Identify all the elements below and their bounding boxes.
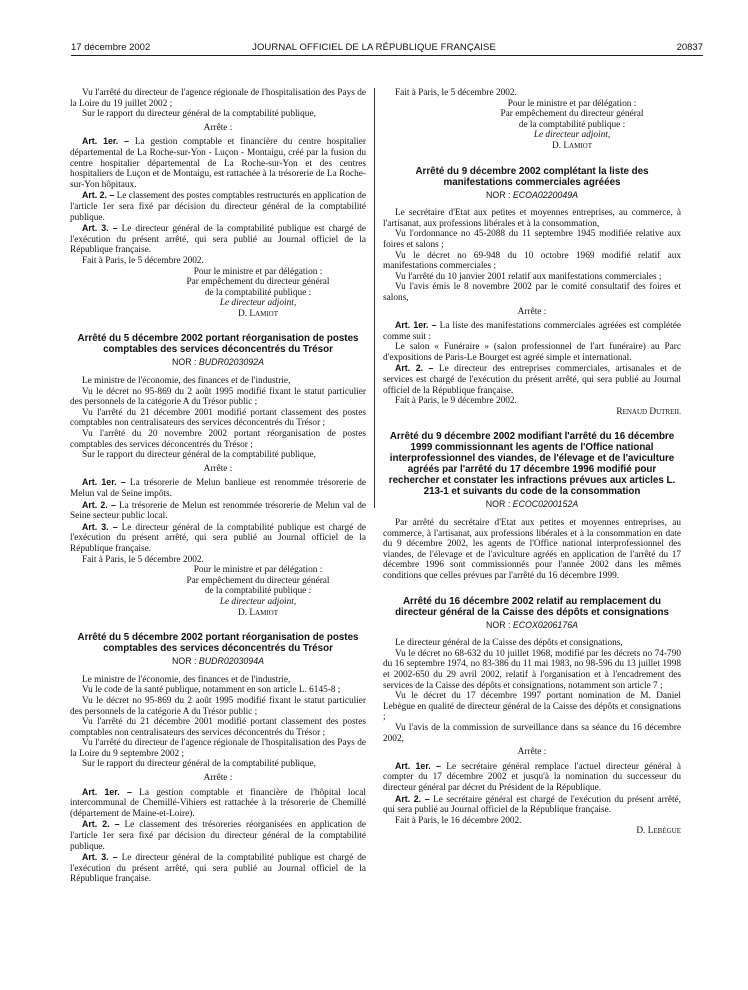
signature-role: Le directeur adjoint, [533, 130, 611, 141]
article-number: Art. 1er. – [395, 320, 437, 331]
article-text: Le secrétaire général est chargé de l'exécution du présent arrêté, qui sera publié au Journal officiel de la République française. [383, 794, 681, 816]
article-text: Le classement des postes comptables restructurés en application de l'article 1er sera fixé par décision du directeur général de la comptabilité publique. [70, 191, 366, 223]
page-number: 20837 [676, 42, 703, 53]
page-header [0, 0, 748, 56]
article-text: Le directeur général de la comptabilité publique est chargé de l'exécution du présent arrêté, qui sera publié au Journal officiel de la République française. [70, 853, 366, 885]
signature-line: Pour le ministre et par délégation : [193, 565, 323, 576]
signature-line: Par empêchement du directeur général [500, 109, 644, 120]
paragraph: Le ministre de l'économie, des finances et de l'industrie, [82, 674, 291, 685]
article-number: Art. 2. – [395, 793, 430, 804]
signature-name: D. Lebègue [636, 826, 681, 837]
signature-role: Le directeur adjoint, [219, 298, 297, 309]
header-rule [71, 55, 703, 56]
nor-reference: NOR : ECOC0200152A [485, 499, 579, 510]
signature-line: Pour le ministre et par délégation : [507, 98, 637, 109]
decree-title: Arrêté du 16 décembre 2002 relatif au remplacement du directeur général de la Caisse des dépôts et consignations [395, 595, 669, 618]
fait-line: Fait à Paris, le 16 décembre 2002. [395, 815, 522, 826]
signature-line: Par empêchement du directeur général [186, 277, 330, 288]
article [70, 477, 366, 499]
signature-name: D. Lamiot [238, 607, 278, 618]
article [70, 500, 366, 522]
article-number: Art. 3. – [82, 521, 118, 532]
right-column [383, 88, 681, 837]
paragraph: Vu l'arrêté du directeur de l'agence régionale de l'hospitalisation des Pays de la Loire du 19 juillet 2002 ; [70, 88, 366, 109]
article [383, 761, 681, 794]
article [70, 787, 366, 820]
paragraph: Le directeur général de la Caisse des dépôts et consignations, [395, 638, 623, 649]
arrete-label: Arrête : [203, 122, 233, 133]
paragraph: Par arrêté du secrétaire d'Etat aux petites et moyennes entreprises, au commerce, à l'artisanat, aux professions libérales et à la consommation en date du 9 décembre 2002, les agents de l'Office national interprofessionnel des viandes, de l'élevage et de l'aviculture agréés en application de l'arrêté du 17 décembre 1996 sont commissionnés pour l'année 2002 dans les mêmes conditions que celles prévues par l'arrêté du 16 décembre 1999. [383, 518, 681, 581]
article-number: Art. 2. – [395, 363, 434, 374]
decree-title: Arrêté du 5 décembre 2002 portant réorganisation de postes comptables des services déconcentrés du Trésor [77, 333, 359, 356]
journal-title: JOURNAL OFFICIEL DE LA RÉPUBLIQUE FRANÇAISE [252, 42, 496, 53]
article [383, 363, 681, 396]
article-text: La gestion comptable et financière du centre hospitalier départemental de La Roche-sur-Yon - Luçon - Montaigu, créé par la fusion du centre hospitalier départemental de La Roche-sur-Yon et des centres hospitaliers de Luçon et de Montaigu, est rattachée à la trésorerie de La Roche-sur-Yon hôpitaux. [70, 137, 366, 190]
paragraph: Le ministre de l'économie, des finances et de l'industrie, [82, 376, 291, 387]
article [70, 190, 366, 223]
article-number: Art. 2. – [82, 499, 116, 510]
paragraph: Vu le décret no 95-869 du 2 août 1995 modifié fixant le statut particulier des personnels de la catégorie A du Trésor public ; [70, 695, 366, 717]
paragraph: Vu l'arrêté du 10 janvier 2001 relatif aux manifestations commerciales ; [395, 271, 662, 282]
decree-title: Arrêté du 9 décembre 2002 modifiant l'arrêté du 16 décembre 1999 commissionnant les agents de l'Office national interprofessionnel des viandes, de l'élevage et de l'aviculture agréés par l'arrêté du 17 décembre 1996 modifié pour rechercher et constater les infractions prévues aux articles L. 213-1 et suivants du code de la consommation [388, 431, 676, 498]
signature-line: de la comptabilité publique : [204, 287, 312, 298]
paragraph: Vu le décret du 17 décembre 1997 portant nomination de M. Daniel Lebègue en qualité de directeur général de la Caisse des dépôts et consignations ; [383, 691, 681, 723]
signature-role: Le directeur adjoint, [219, 596, 297, 607]
paragraph: Vu l'arrêté du 20 novembre 2002 portant réorganisation de postes comptables des services déconcentrés du Trésor ; [70, 429, 366, 450]
arrete-label: Arrête : [517, 306, 547, 317]
left-column [70, 88, 366, 885]
article-number: Art. 3. – [82, 223, 118, 234]
paragraph: Vu l'avis émis le 8 novembre 2002 par le comité consultatif des foires et salons, [383, 282, 681, 303]
signature-name: D. Lamiot [238, 308, 278, 319]
signature-line: Par empêchement du directeur général [186, 575, 330, 586]
article-number: Art. 1er. – [395, 760, 441, 771]
fait-line: Fait à Paris, le 5 décembre 2002. [395, 88, 517, 98]
paragraph: Sur le rapport du directeur général de la comptabilité publique, [82, 109, 316, 120]
arrete-label: Arrête : [203, 773, 233, 784]
paragraph: Vu le décret no 69-948 du 10 octobre 1969 modifié relatif aux manifestations commerciales ; [383, 250, 681, 272]
article [383, 794, 681, 816]
signature-line: de la comptabilité publique : [518, 119, 626, 130]
arrete-label: Arrête : [203, 463, 233, 474]
article-number: Art. 1er. – [82, 786, 132, 797]
decree-title: Arrêté du 9 décembre 2002 complétant la liste des manifestations commerciales agréées [415, 165, 649, 188]
article-text: Le directeur des entreprises commerciales, artisanales et de services est chargé de l'exécution du présent arrêté, qui sera publié au Journal officiel de la République française. [383, 364, 681, 396]
article [70, 223, 366, 256]
issue-date: 17 décembre 2002 [71, 42, 151, 53]
signature-line: de la comptabilité publique : [204, 586, 312, 597]
nor-reference: NOR : ECOA0220049A [486, 189, 578, 200]
paragraph: Vu l'arrêté du 21 décembre 2001 modifié portant classement des postes comptables non centralisateurs des services déconcentrés du Trésor ; [70, 407, 366, 429]
article [70, 852, 366, 885]
article-number: Art. 1er. – [82, 477, 126, 488]
article [70, 522, 366, 555]
article-number: Art. 3. – [82, 852, 118, 863]
paragraph: Vu l'ordonnance no 45-2088 du 11 septembre 1945 modifiée relative aux foires et salons ; [383, 229, 681, 250]
article [383, 320, 681, 342]
article-text: La trésorerie de Melun est renommée trésorerie de Melun val de Seine secteur public local. [70, 500, 366, 522]
article [70, 819, 366, 852]
paragraph: Le secrétaire d'Etat aux petites et moyennes entreprises, au commerce, à l'artisanat, aux professions libérales et à la consommation, [383, 208, 681, 229]
article-text: La liste des manifestations commerciales agréées est complétée comme suit : [383, 321, 681, 342]
arrete-label: Arrête : [517, 747, 547, 758]
paragraph: Sur le rapport du directeur général de la comptabilité publique, [82, 759, 316, 770]
paragraph: Vu le décret no 95-869 du 2 août 1995 modifié fixant le statut particulier des personnels de la catégorie A du Trésor public ; [70, 386, 366, 408]
paragraph: Vu l'avis de la commission de surveillance dans sa séance du 16 décembre 2002, [383, 722, 681, 744]
nor-reference: NOR : ECOX0206176A [486, 619, 578, 630]
paragraph: Vu l'arrêté du 21 décembre 2001 modifié portant classement des postes comptables non centralisateurs des services déconcentrés du Trésor ; [70, 717, 366, 738]
paragraph: Vu le décret no 68-632 du 10 juillet 1968, modifié par les décrets no 74-790 du 16 septembre 1974, no 83-386 du 11 mai 1983, no 98-596 du 13 juillet 1998 et 2002-650 du 29 avril 2002, relatif à l'organisation et à l'encadrement des services de la Caisse des dépôts et consignations, notamment son article 7 ; [383, 648, 681, 691]
article-text: La trésorerie de Melun banlieue est renommée trésorerie de Melun val de Seine impôts. [70, 478, 366, 499]
article-text: Le directeur général de la comptabilité publique est chargé de l'exécution du présent arrêté, qui sera publié au Journal officiel de la République française. [70, 522, 366, 554]
article-text: Le directeur général de la comptabilité publique est chargé de l'exécution du présent arrêté, qui sera publié au Journal officiel de la République française. [70, 224, 366, 256]
nor-reference: NOR : BUDR0203092A [172, 357, 264, 368]
article-number: Art. 2. – [82, 190, 115, 201]
signature-name: D. Lamiot [552, 140, 592, 151]
column-separator [374, 88, 375, 508]
signature-name: Renaud Dutreil [616, 406, 681, 417]
article [70, 136, 366, 190]
paragraph: Vu le code de la santé publique, notamment en son article L. 6145-8 ; [82, 685, 341, 696]
paragraph: Vu l'arrêté du directeur de l'agence régionale de l'hospitalisation des Pays de la Loire du 9 septembre 2002 ; [70, 738, 366, 759]
article-text: La gestion comptable et financière de l'hôpital local intercommunal de Chemillé-Vihiers est rattachée à la trésorerie de Chemillé (département de Maine-et-Loire). [70, 787, 366, 819]
paragraph: Sur le rapport du directeur général de la comptabilité publique, [82, 450, 316, 461]
article-text: Le secrétaire général remplace l'actuel directeur général à compter du 17 décembre 2002 et jusqu'à la nomination du successeur du directeur général par décret du Président de la République. [383, 761, 681, 793]
article-number: Art. 1er. – [82, 136, 130, 147]
paragraph: Le salon « Funéraire » (salon professionnel de l'art funéraire) au Parc d'expositions de Paris-Le Bourget est agréé simple et international. [383, 342, 681, 363]
article-text: Le classement des trésoreries réorganisées en application de l'article 1er sera fixé par décision du directeur général de la comptabilité publique. [70, 820, 366, 852]
article-number: Art. 2. – [82, 819, 120, 830]
signature-line: Pour le ministre et par délégation : [193, 266, 323, 277]
fait-line: Fait à Paris, le 5 décembre 2002. [82, 554, 204, 565]
fait-line: Fait à Paris, le 9 décembre 2002. [395, 396, 517, 407]
fait-line: Fait à Paris, le 5 décembre 2002. [82, 255, 204, 266]
nor-reference: NOR : BUDR0203094A [172, 656, 264, 667]
decree-title: Arrêté du 5 décembre 2002 portant réorganisation de postes comptables des services déconcentrés du Trésor [77, 632, 359, 655]
